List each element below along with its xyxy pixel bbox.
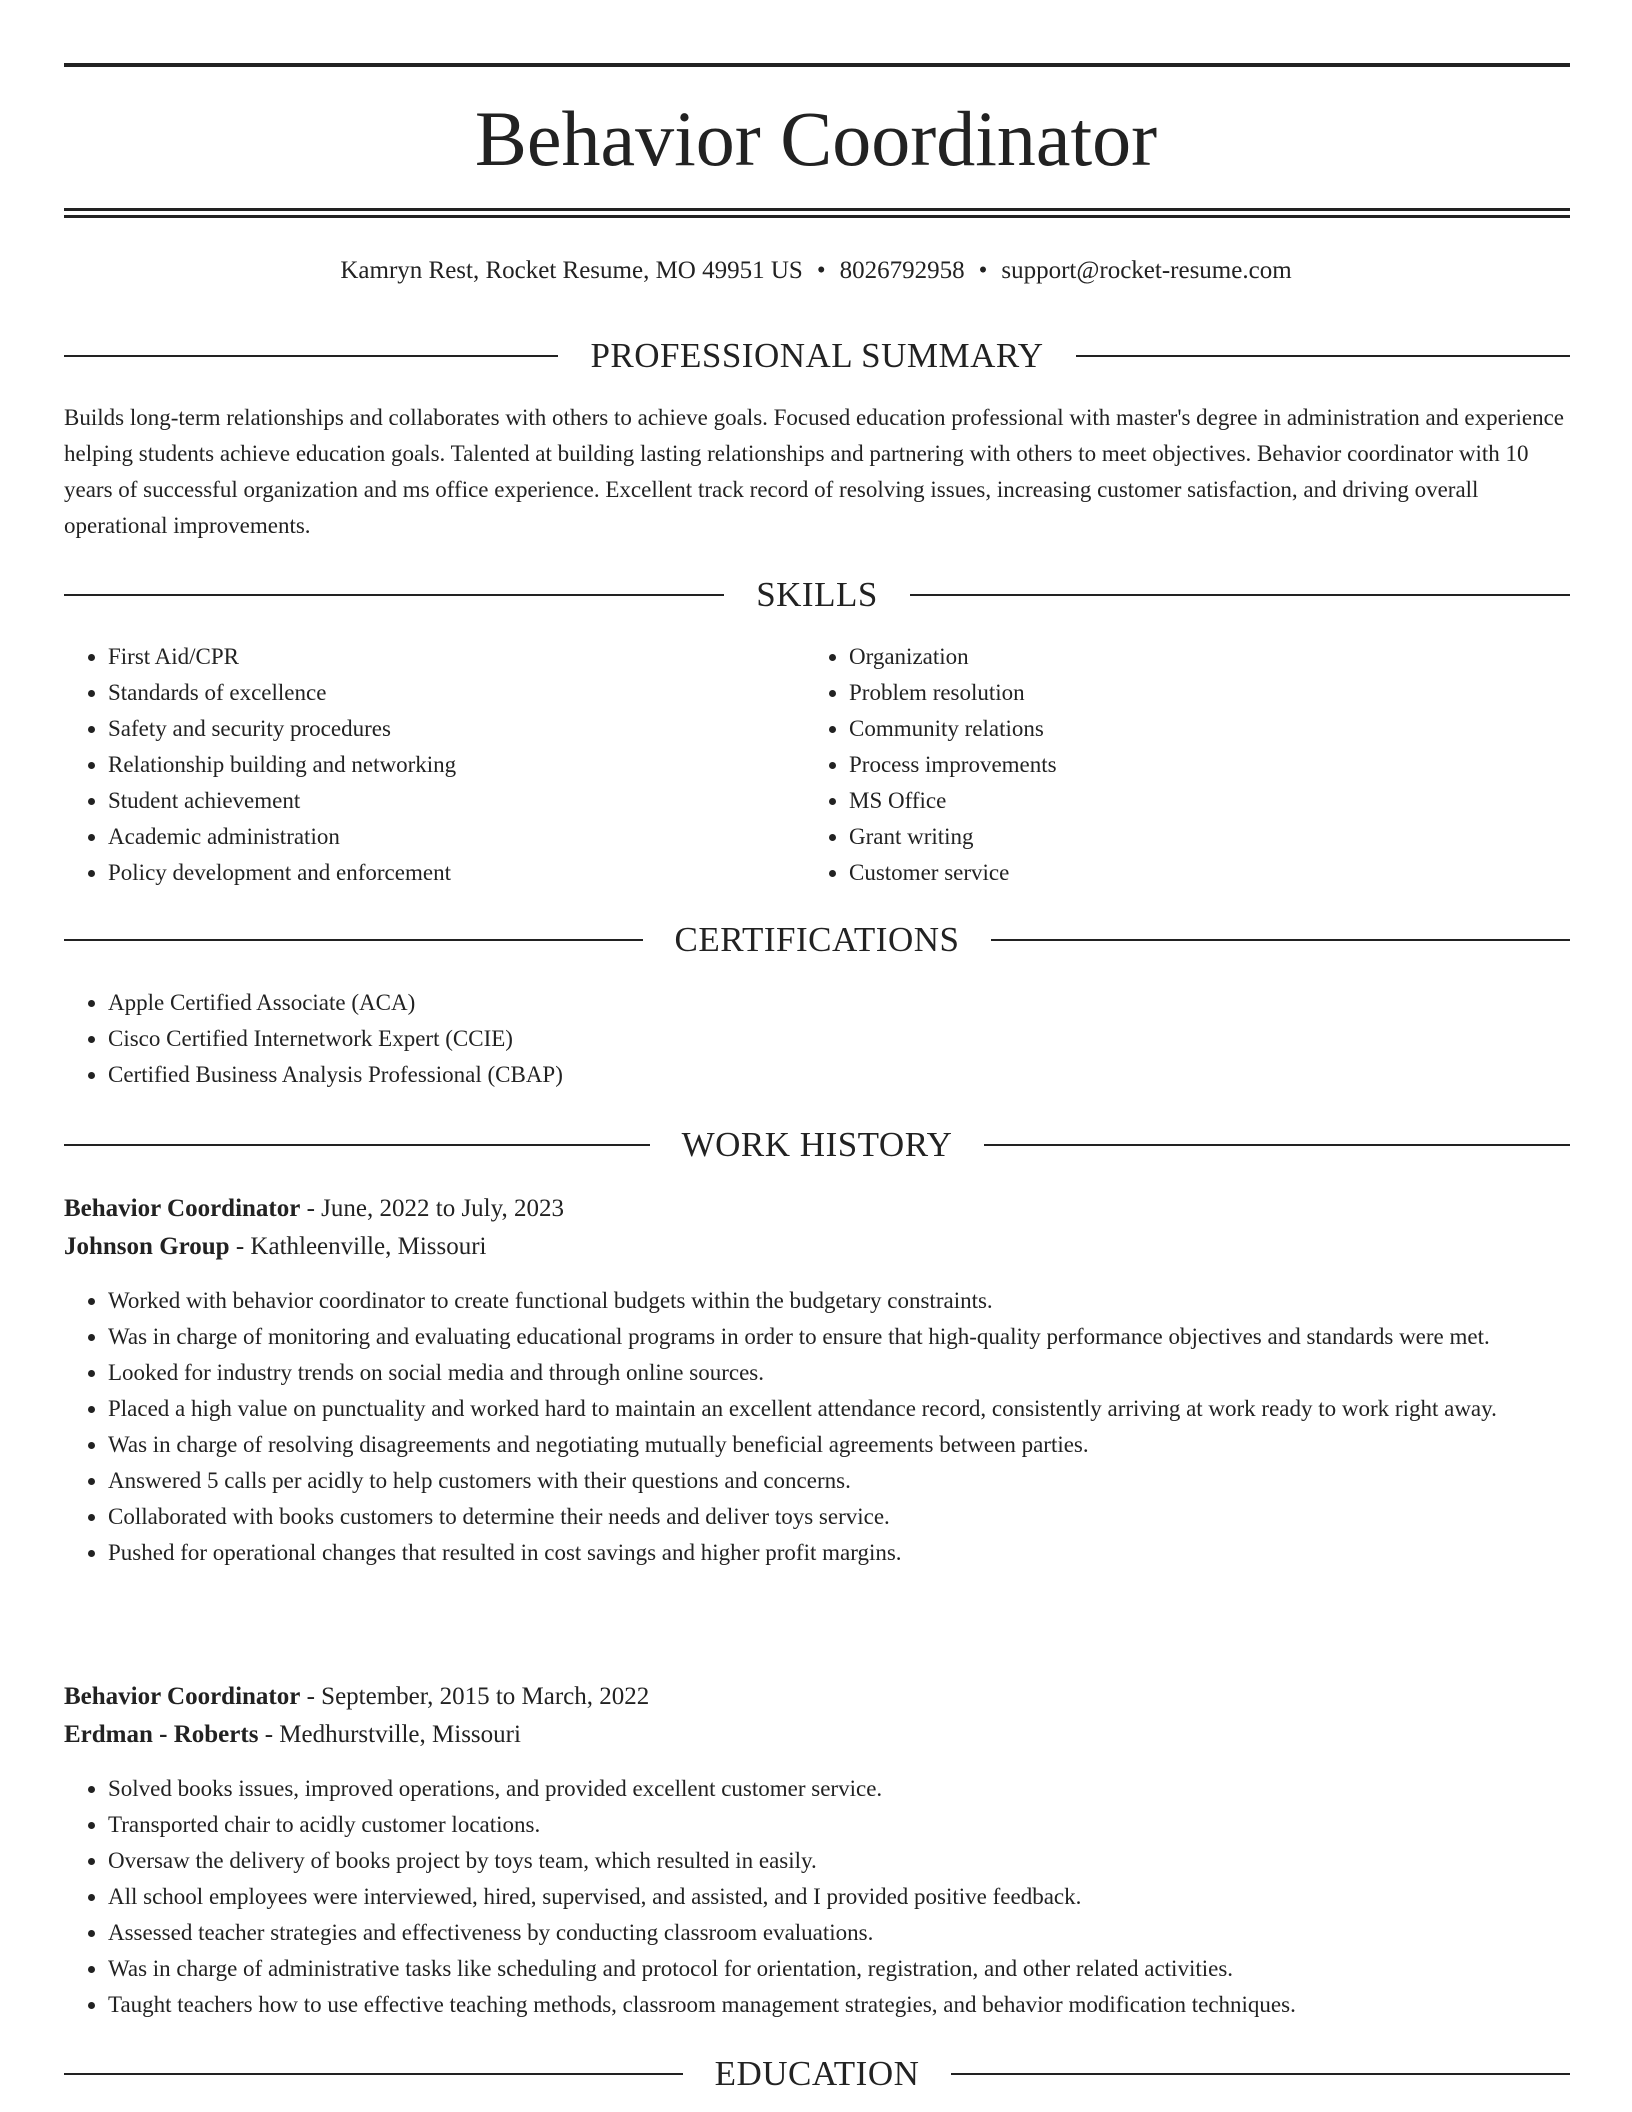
job-title-line: Behavior Coordinator - September, 2015 to March, 2022 — [64, 1683, 650, 1710]
job-dates: June, 2022 to July, 2023 — [321, 1195, 564, 1222]
heading-rule — [64, 1144, 650, 1146]
section-heading-skills — [64, 573, 1570, 617]
section-title: EDUCATION — [714, 2054, 920, 2093]
job-company: Erdman - Roberts — [64, 1721, 259, 1748]
skill-item: • Organization — [849, 639, 1549, 675]
skill-item: • Policy development and enforcement — [108, 855, 788, 891]
skills-list-right — [805, 639, 1549, 891]
certifications-list — [64, 985, 1568, 1093]
contact-address: Kamryn Rest, Rocket Resume, MO 49951 US — [340, 257, 803, 284]
heading-rule — [984, 1144, 1570, 1146]
job-company-line: Johnson Group - Kathleenville, Missouri — [64, 1233, 487, 1260]
job-bullet: • Was in charge of monitoring and evaluating educational programs in order to ensure that high-quality performance objectives and standards were met. — [108, 1319, 1570, 1355]
certification-item: • Apple Certified Associate (ACA) — [108, 985, 1568, 1021]
certification-item: • Cisco Certified Internetwork Expert (CCIE) — [108, 1021, 1568, 1057]
section-title: SKILLS — [756, 575, 878, 614]
skill-item: • Community relations — [849, 711, 1549, 747]
heading-rule — [1076, 355, 1570, 357]
heading-rule — [991, 939, 1570, 941]
summary-text: Builds long-term relationships and collaborates with others to achieve goals. Focused education professional with master's degree in administration and experience helping students achieve education goals. Talented at building lasting relationships and partnering with others to meet objectives. Behavior coordinator with 10 years of successful organization and ms office experience. Excellent track record of resolving issues, increasing customer satisfaction, and driving overall operational improvements. — [64, 405, 1565, 538]
contact-phone: 8026792958 — [839, 257, 965, 284]
job-bullet: • Was in charge of administrative tasks like scheduling and protocol for orientation, registration, and other related activities. — [108, 1951, 1570, 1987]
skill-item: • Academic administration — [108, 819, 788, 855]
job-bullet: • Placed a high value on punctuality and worked hard to maintain an excellent attendance record, consistently arriving at work ready to work right away. — [108, 1391, 1570, 1427]
job-bullet: • Worked with behavior coordinator to create functional budgets within the budgetary constraints. — [108, 1283, 1570, 1319]
section-heading-work-history — [64, 1123, 1570, 1167]
job-bullet: • Answered 5 calls per acidly to help customers with their questions and concerns. — [108, 1463, 1570, 1499]
skill-item: • Standards of excellence — [108, 675, 788, 711]
skill-item: • Student achievement — [108, 783, 788, 819]
job-bullet: • Assessed teacher strategies and effectiveness by conducting classroom evaluations. — [108, 1915, 1570, 1951]
skills-list-left — [64, 639, 788, 891]
contact-separator: • — [816, 257, 826, 284]
certification-item: • Certified Business Analysis Professional (CBAP) — [108, 1057, 1568, 1093]
job-bullet: • Pushed for operational changes that resulted in cost savings and higher profit margins. — [108, 1535, 1570, 1571]
skill-item: • Grant writing — [849, 819, 1549, 855]
heading-rule — [64, 939, 643, 941]
job-bullet: • Oversaw the delivery of books project by toys team, which resulted in easily. — [108, 1843, 1570, 1879]
heading-rule — [64, 355, 558, 357]
skill-item: • Problem resolution — [849, 675, 1549, 711]
top-rule — [64, 63, 1570, 67]
title-rule-upper — [64, 208, 1570, 211]
section-title: CERTIFICATIONS — [674, 920, 960, 959]
skill-item: • Relationship building and networking — [108, 747, 788, 783]
section-heading-education — [64, 2052, 1570, 2096]
skill-item: • Safety and security procedures — [108, 711, 788, 747]
heading-rule — [910, 594, 1570, 596]
contact-separator: • — [978, 257, 988, 284]
job-company: Johnson Group — [64, 1233, 230, 1260]
job-bullet: • Looked for industry trends on social media and through online sources. — [108, 1355, 1570, 1391]
skill-item: • Customer service — [849, 855, 1549, 891]
job-company-line: Erdman - Roberts - Medhurstville, Missouri — [64, 1721, 521, 1748]
job-location: Medhurstville, Missouri — [279, 1721, 521, 1748]
heading-rule — [64, 2073, 683, 2075]
job-title-line: Behavior Coordinator - June, 2022 to July, 2023 — [64, 1195, 564, 1222]
section-title: PROFESSIONAL SUMMARY — [590, 336, 1044, 375]
title-rule-lower — [64, 215, 1570, 218]
contact-email: support@rocket-resume.com — [1001, 257, 1292, 284]
job-bullet: • Collaborated with books customers to determine their needs and deliver toys service. — [108, 1499, 1570, 1535]
job-dates: September, 2015 to March, 2022 — [321, 1683, 650, 1710]
job-title: Behavior Coordinator — [64, 1683, 301, 1710]
job-bullet: • Was in charge of resolving disagreements and negotiating mutually beneficial agreements between parties. — [108, 1427, 1570, 1463]
job-bullet: • Solved books issues, improved operations, and provided excellent customer service. — [108, 1771, 1570, 1807]
job-bullets — [64, 1283, 1570, 1571]
job-bullets — [64, 1771, 1570, 2023]
heading-rule — [64, 594, 724, 596]
section-title: WORK HISTORY — [681, 1125, 953, 1164]
contact-line — [0, 254, 1632, 288]
job-bullet: • Taught teachers how to use effective teaching methods, classroom management strategies, and behavior modification techniques. — [108, 1987, 1570, 2023]
job-bullet: • Transported chair to acidly customer locations. — [108, 1807, 1570, 1843]
skill-item: • First Aid/CPR — [108, 639, 788, 675]
job-location: Kathleenville, Missouri — [250, 1233, 487, 1260]
section-heading-summary — [64, 334, 1570, 378]
skill-item: • Process improvements — [849, 747, 1549, 783]
section-heading-certifications — [64, 918, 1570, 962]
heading-rule — [951, 2073, 1570, 2075]
resume-title: Behavior Coordinator — [474, 95, 1158, 182]
job-bullet: • All school employees were interviewed, hired, supervised, and assisted, and I provided positive feedback. — [108, 1879, 1570, 1915]
skill-item: • MS Office — [849, 783, 1549, 819]
job-title: Behavior Coordinator — [64, 1195, 301, 1222]
